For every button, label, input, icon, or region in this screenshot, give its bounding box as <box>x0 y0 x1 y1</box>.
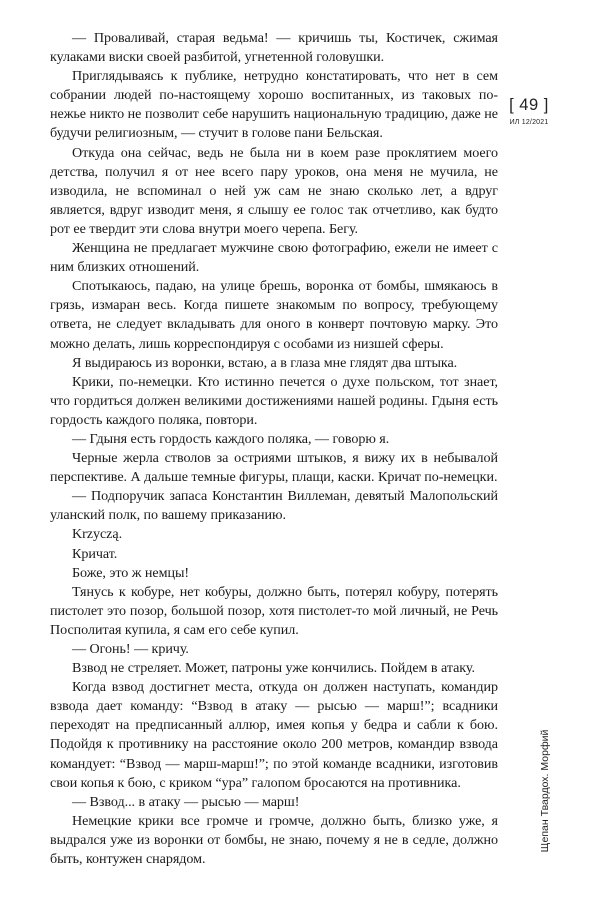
paragraph: Взвод не стреляет. Может, патроны уже кончились. Пойдем в атаку. <box>72 660 475 677</box>
body-text <box>50 29 498 869</box>
running-title <box>538 716 552 866</box>
paragraph: Кричат. <box>72 545 118 562</box>
paragraph: Krzyczą. <box>72 526 123 543</box>
paragraph: Когда взвод достигнет места, откуда он должен наступать, командир взвода дает команду: “Взвод в атаку — рысью — марш!”; всадники переходят на предписанный аллюр, имея копья у бедра и сабли к бою. Подойдя к противнику на расстояние около 200 метров, командир взвода командует: “Взвод — марш-марш!”; по этой команде всадники, изготовив свои копья к бою, с криком “ура” галопом бросаются на противника. <box>50 679 498 791</box>
paragraph: — Огонь! — кричу. <box>72 641 189 657</box>
paragraph: Откуда она сейчас, ведь не была ни в коем разе проклятием моего детства, получил я от нее всего пару уроков, она меня не мучила, не изводила, не вспоминал о ней уж сам не знаю сколько лет, а вдруг является, вдруг изводит меня, я слышу ее голос так отчетливо, как будто рот ее твердит эти слова внутри моего черепа. Бегу. <box>50 144 498 237</box>
paragraph: Я выдираюсь из воронки, встаю, а в глаза мне глядят два штыка. <box>72 354 458 371</box>
issue-label: ИЛ 12/2021 <box>509 119 549 126</box>
paragraph: — Взвод... в атаку — рысью — марш! <box>72 793 300 810</box>
paragraph: — Проваливай, старая ведьма! — кричишь ты, Костичек, сжимая кулаками виски своей разбитой, угнетенной головушки. <box>50 30 498 66</box>
paragraph: Приглядываясь к публике, нетрудно констатировать, что нет в сем собрании людей по-настоящему хорошо воспитанных, из таковых по-нежье никто не позволит себе нарушить национальную традицию, даже не будучи религиозным, — стучит в голове пани Бельская. <box>50 68 498 142</box>
page-number-block <box>506 96 552 126</box>
paragraph: Немецкие крики все громче и громче, должно быть, близко уже, я выдрался уже из воронки от бомбы, не знаю, почему я не в седле, должно быть, контужен снарядом. <box>50 812 498 868</box>
paragraph: — Гдыня есть гордость каждого поляка, — говорю я. <box>72 430 390 447</box>
running-title-text: Щепан Твардох. Морфий <box>539 729 551 853</box>
paragraph: Женщина не предлагает мужчине свою фотографию, ежели не имеет с ним близких отношений. <box>50 240 498 276</box>
paragraph: Тянусь к кобуре, нет кобуры, должно быть, потерял кобуру, потерять пистолет это позор, большой позор, хотя пистолет-то мой личный, не Речь Посполитая купила, я сам его себе купил. <box>50 583 498 638</box>
paragraph: Черные жерла стволов за остриями штыков, я вижу их в небывалой перспективе. А дальше темные фигуры, плащи, каски. Кричат по-немецки. <box>50 450 498 486</box>
paragraph: Крики, по-немецки. Кто истинно печется о духе польском, тот знает, что гордиться должен великими достижениями нашей родины. Гдыня есть гордость каждого поляка, повтори. <box>50 373 498 428</box>
page-number: [ 49 ] <box>509 96 549 114</box>
paragraph: Боже, это ж немцы! <box>72 564 190 581</box>
paragraph: Спотыкаюсь, падаю, на улице брешь, воронка от бомбы, шмякаюсь в грязь, измаран весь. Когда пишете знакомым по вопросу, требующему ответа, не следует вкладывать для оного в конверт почтовую марку. Это можно делать, лишь корреспондируя с особами из низшей сферы. <box>50 278 498 352</box>
paragraph: — Подпоручик запаса Константин Виллеман, девятый Малопольский уланский полк, по вашему приказанию. <box>50 488 498 524</box>
